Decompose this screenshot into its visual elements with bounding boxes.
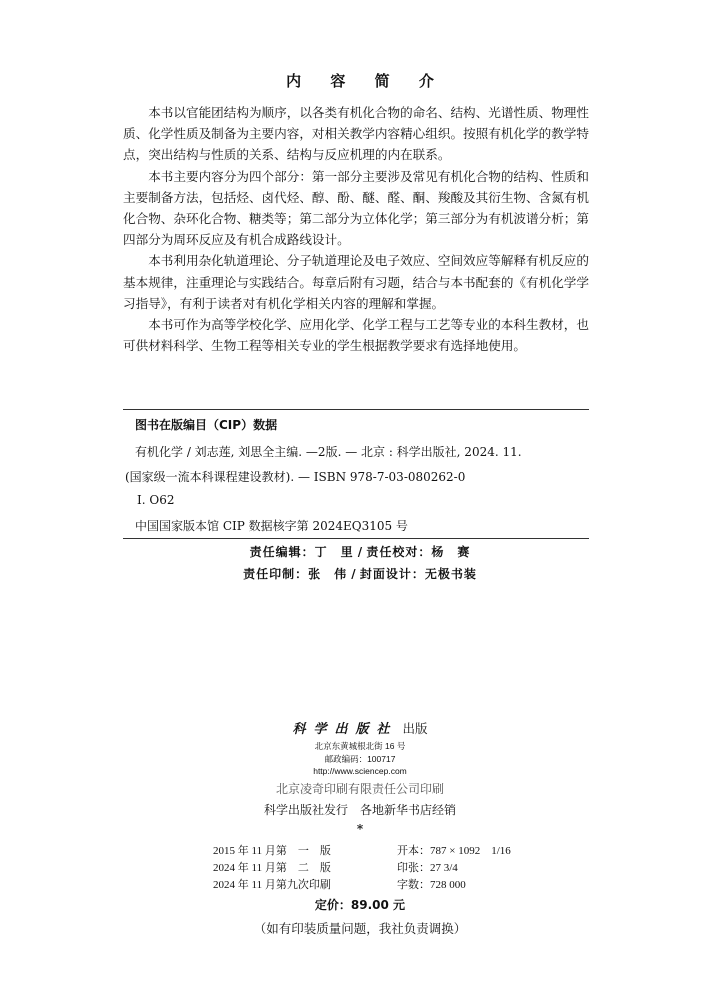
responsible-editor: 责任编辑：丁 里 — [249, 545, 354, 559]
cip-classification-line: Ⅰ. O62 — [137, 493, 175, 507]
cip-top-rule — [123, 409, 589, 410]
staff-separator: / — [347, 567, 360, 581]
publisher-url: http://www.sciencep.com — [313, 766, 407, 776]
cip-heading: 图书在版编目（CIP）数据 — [135, 418, 278, 432]
edition-date: 2024 年 11 月第 二 版 — [213, 862, 331, 874]
staff-separator: / — [353, 545, 367, 559]
edition-spec: 字数：728 000 — [397, 879, 466, 891]
summary-paragraph-4: 本书可作为高等学校化学、应用化学、化学工程与工艺等专业的本科生教材，也可供材料科学、生物工程等相关专业的学生根据教学要求有选择地使用。 — [123, 317, 589, 354]
publisher-logo: 科学出版社 — [292, 722, 398, 737]
publisher-address: 北京东黄城根北街 16 号 — [314, 741, 406, 751]
staff-line-editors — [0, 543, 720, 560]
distributor-line: 科学出版社发行 各地新华书店经销 — [263, 803, 456, 817]
summary-paragraph-2: 本书主要内容分为四个部分：第一部分主要涉及常见有机化合物的结构、性质和主要制备方法，包括烃、卤代烃、醇、酚、醚、醛、酮、羧酸及其衍生物、含氮有机化合物、杂环化合物、糖类等；第二部分为立体化学；第三部分为有机波谱分析；第四部分为周环反应及有机合成路线设计。 — [123, 168, 589, 248]
summary-paragraph-3: 本书利用杂化轨道理论、分子轨道理论及电子效应、空间效应等解释有机反应的基本规律，注重理论与实践结合。每章后附有习题，结合与本书配套的《有机化学学习指导》，有利于读者对有机化学相关内容的理解和掌握。 — [123, 253, 589, 311]
printer-line: 北京凌奇印刷有限责任公司印刷 — [275, 782, 444, 796]
publisher-suffix: 出版 — [402, 721, 428, 736]
print-supervisor: 责任印制：张 伟 — [243, 567, 348, 581]
edition-date: 2015 年 11 月第 一 版 — [213, 845, 331, 857]
price: 定价：89.00 元 — [314, 898, 406, 912]
content-summary — [123, 102, 589, 356]
cover-designer: 封面设计：无极书装 — [359, 567, 477, 581]
quality-notice: （如有印装质量问题，我社负责调换） — [253, 921, 467, 936]
divider-star: * — [356, 822, 364, 836]
cip-record-number-line: 中国国家版本馆 CIP 数据核字第 2024EQ3105 号 — [135, 519, 408, 533]
edition-spec: 印张：27 3/4 — [397, 862, 458, 874]
page-title: 内 容 简 介 — [286, 72, 446, 90]
cip-series-isbn-line: (国家级一流本科课程建设教材). — ISBN 978-7-03-080262-0 — [125, 470, 466, 484]
cip-bottom-rule — [123, 538, 589, 539]
summary-paragraph-1: 本书以官能团结构为顺序，以各类有机化合物的命名、结构、光谱性质、物理性质、化学性质及制备为主要内容，对相关教学内容精心组织。按照有机化学的教学特点，突出结构与性质的关系、结构与反应机理的内在联系。 — [123, 105, 589, 163]
staff-line-production — [0, 565, 720, 582]
publisher-line — [0, 718, 720, 737]
edition-spec: 开本：787 × 1092 1/16 — [397, 845, 511, 857]
responsible-proofreader: 责任校对：杨 赛 — [366, 545, 471, 559]
cip-bibliographic-line: 有机化学 / 刘志莲, 刘思全主编. —2版. — 北京 : 科学出版社, 2024. 11. — [135, 445, 522, 459]
edition-date: 2024 年 11 月第九次印刷 — [213, 879, 331, 891]
publisher-zip: 邮政编码：100717 — [324, 754, 396, 764]
